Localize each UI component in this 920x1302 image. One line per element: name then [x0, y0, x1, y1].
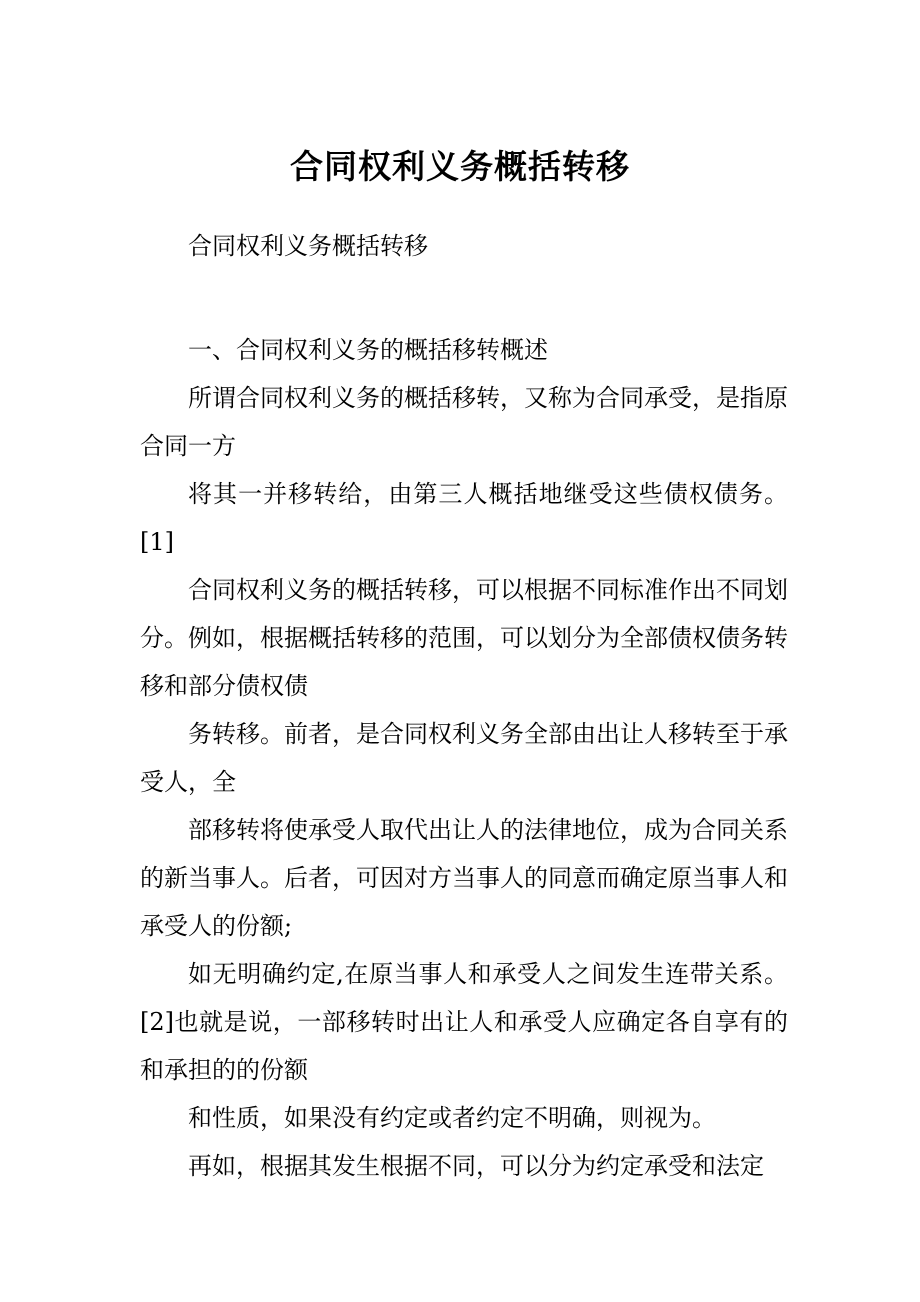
body-paragraph: 所谓合同权利义务的概括移转，又称为合同承受，是指原合同一方	[140, 384, 788, 460]
document-title: 合同权利义务概括转移	[290, 147, 630, 186]
section-heading: 一、合同权利义务的概括移转概述	[188, 336, 548, 364]
body-paragraph: 务转移。前者，是合同权利义务全部由出让人移转至于承受人，全	[140, 720, 788, 796]
document-body	[140, 222, 788, 1190]
body-paragraph: 再如，根据其发生根据不同，可以分为约定承受和法定	[188, 1152, 764, 1180]
body-paragraph: 合同权利义务的概括转移，可以根据不同标准作出不同划分。例如，根据概括转移的范围，可以划分为全部债权债务转移和部分债权债	[140, 576, 788, 700]
body-paragraph: 和性质，如果没有约定或者约定不明确，则视为。	[188, 1104, 716, 1132]
body-paragraph: 将其一并移转给，由第三人概括地继受这些债权债务。[1]	[140, 480, 788, 556]
body-paragraph: 如无明确约定,在原当事人和承受人之间发生连带关系。[2]也就是说，一部移转时出让人和承受人应确定各自享有的和承担的的份额	[140, 960, 788, 1084]
paragraph-gap	[140, 270, 788, 326]
subtitle-paragraph: 合同权利义务概括转移	[188, 232, 428, 260]
body-paragraph: 部移转将使承受人取代出让人的法律地位，成为合同关系的新当事人。后者，可因对方当事人的同意而确定原当事人和承受人的份额;	[140, 816, 788, 940]
